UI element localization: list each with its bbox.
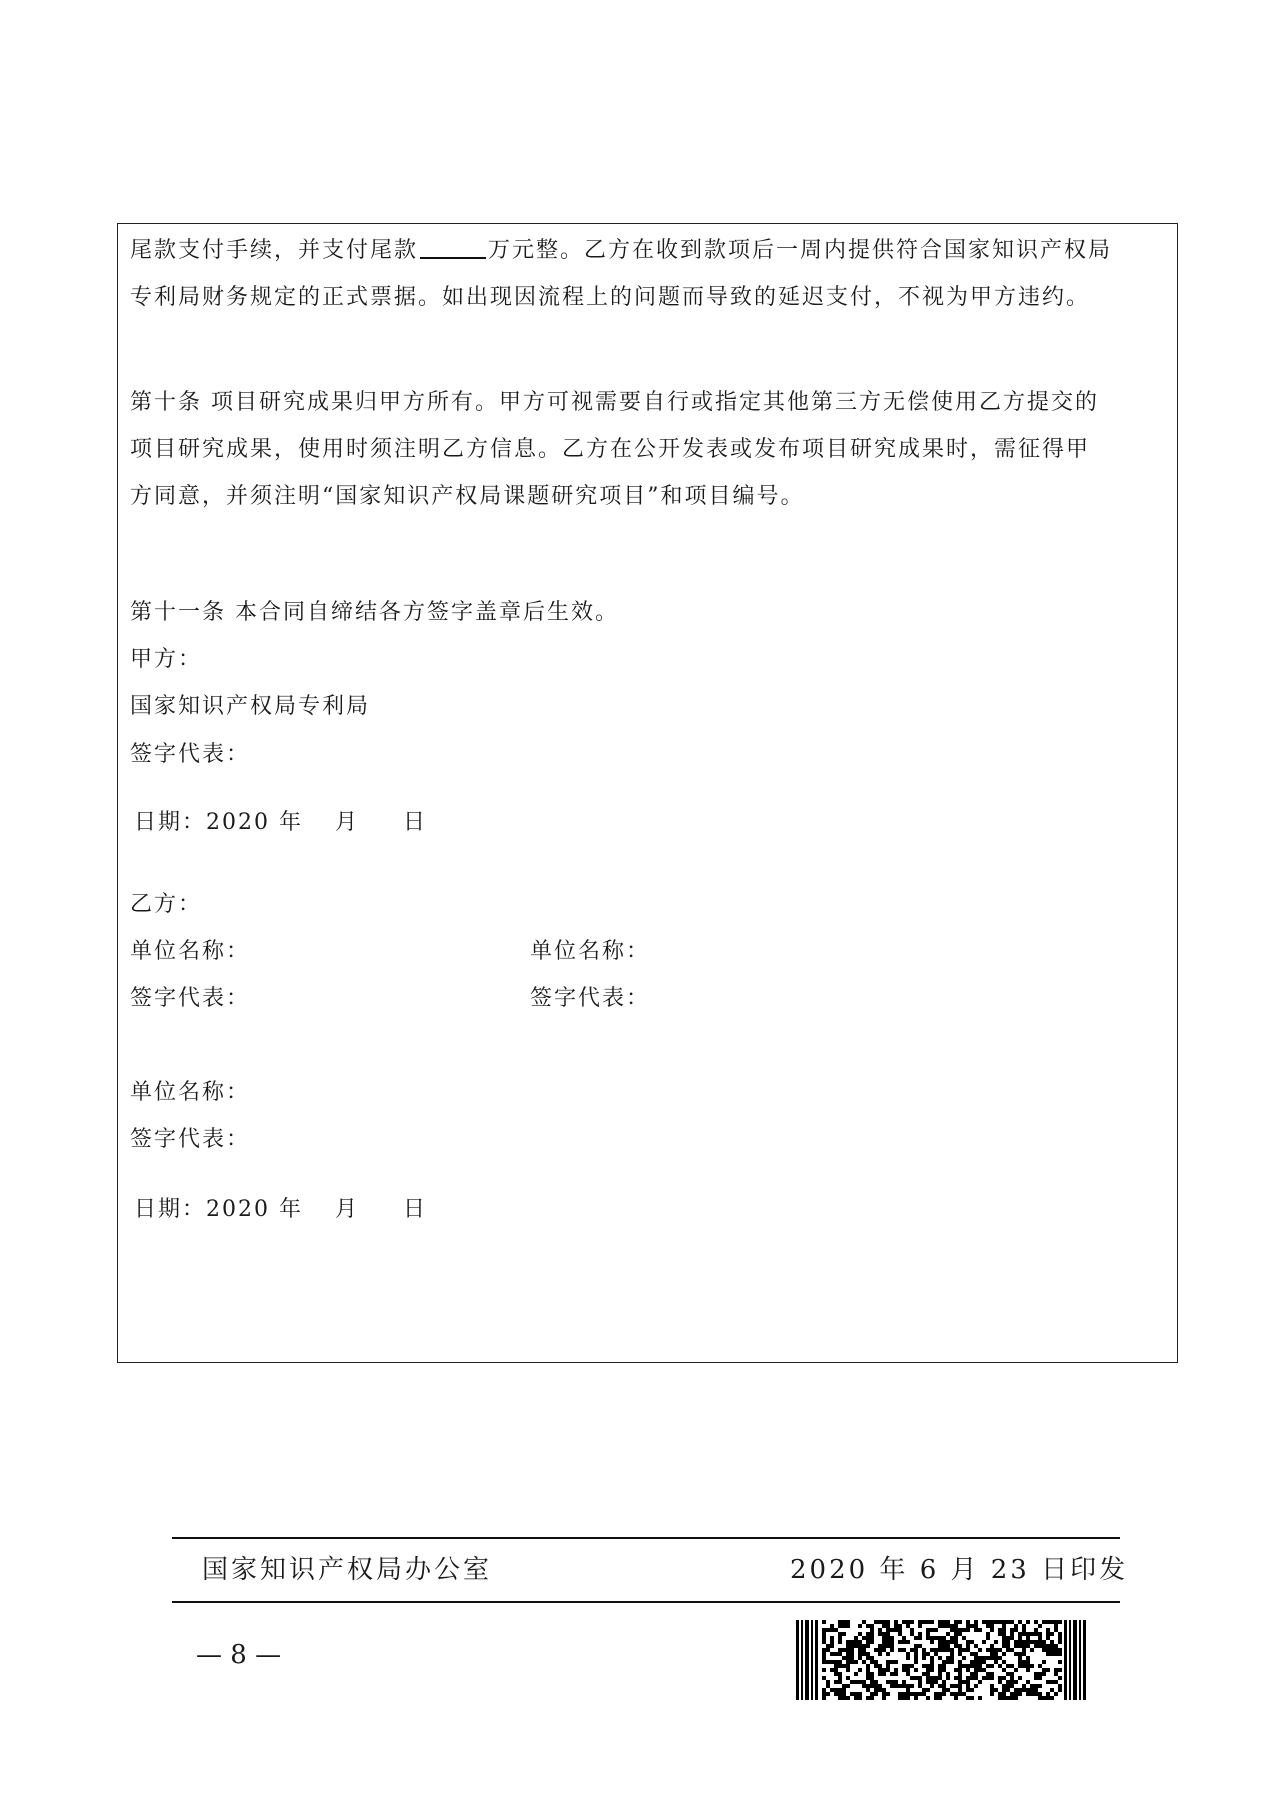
date-month: 月 (334, 810, 359, 835)
clause9-text-b: 万元整。乙方在收到款项后一周内提供符合国家知识产权局 (488, 238, 1113, 263)
date-prefix: 日期：2020 年 (134, 810, 303, 835)
clause11-line1: 第十一条 本合同自缔结各方签字盖章后生效。 (130, 600, 619, 625)
party-b-sign-left: 签字代表： (130, 986, 251, 1011)
clause10-line3: 方同意，并须注明“国家知识产权局课题研究项目”和项目编号。 (130, 484, 805, 509)
amount-blank (420, 235, 486, 259)
party-a-signatory: 签字代表： (130, 742, 251, 767)
clause9-line1 (130, 235, 1170, 266)
clause10-line1: 第十条 项目研究成果归甲方所有。甲方可视需要自行或指定其他第三方无偿使用乙方提交的 (130, 390, 1099, 415)
party-a-label: 甲方： (130, 647, 203, 672)
clause10-line2: 项目研究成果，使用时须注明乙方信息。乙方在公开发表或发布项目研究成果时，需征得甲 (130, 437, 1091, 462)
party-b-unit-third: 单位名称： (130, 1080, 251, 1105)
party-b-sign-third: 签字代表： (130, 1127, 251, 1152)
footer-issue-date: 2020 年 6 月 23 日印发 (790, 1555, 1129, 1585)
party-a-date (134, 808, 1174, 838)
date-month: 月 (334, 1197, 359, 1222)
party-b-label: 乙方： (130, 892, 203, 917)
date-prefix: 日期：2020 年 (134, 1197, 303, 1222)
party-a-org: 国家知识产权局专利局 (130, 694, 371, 719)
footer-bottom-rule (172, 1601, 1120, 1603)
date-day: 日 (403, 810, 428, 835)
clause9-text-a: 尾款支付手续，并支付尾款 (130, 238, 419, 263)
footer-top-rule (172, 1537, 1120, 1539)
party-b-unit-left: 单位名称： (130, 939, 251, 964)
party-b-sign-right: 签字代表： (530, 986, 651, 1011)
party-b-unit-right: 单位名称： (530, 939, 651, 964)
barcode-icon (796, 1620, 1086, 1700)
party-b-date (134, 1195, 1174, 1225)
footer-issuer: 国家知识产权局办公室 (202, 1555, 493, 1585)
clause9-line2: 专利局财务规定的正式票据。如出现因流程上的问题而导致的延迟支付，不视为甲方违约。 (130, 285, 1091, 310)
date-day: 日 (403, 1197, 428, 1222)
page-number: — 8 — (196, 1640, 282, 1670)
